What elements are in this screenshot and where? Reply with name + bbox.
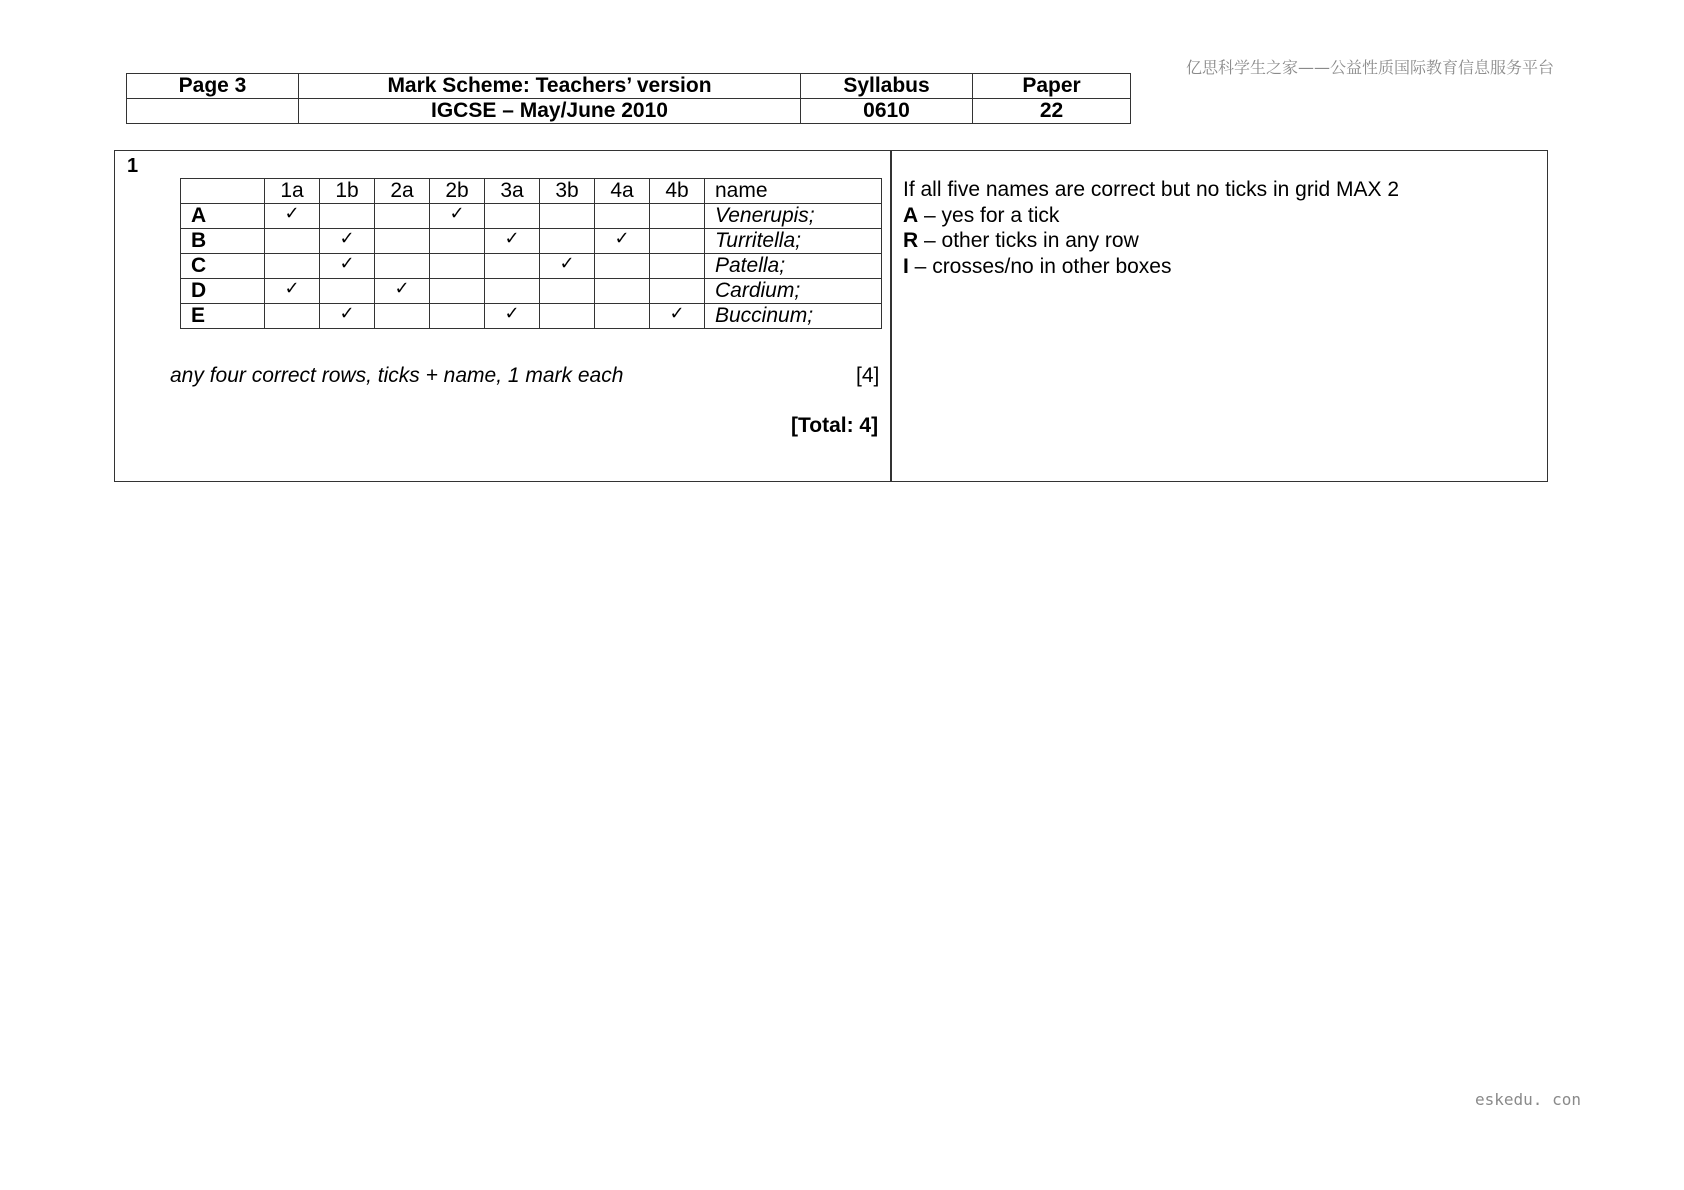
- marks-available: [4]: [856, 364, 880, 387]
- exam-session: IGCSE – May/June 2010: [299, 99, 801, 124]
- species-name: Turritella;: [705, 229, 882, 254]
- empty-cell: [375, 304, 430, 329]
- empty-cell: [320, 204, 375, 229]
- tick-mark: ✓: [430, 204, 485, 229]
- paper-value: 22: [973, 99, 1131, 124]
- marking-guidance: [903, 177, 1399, 279]
- empty-cell: [650, 204, 705, 229]
- tick-mark: ✓: [320, 229, 375, 254]
- guidance-key: A: [903, 203, 919, 227]
- empty-cell: [430, 229, 485, 254]
- empty-cell: [320, 279, 375, 304]
- column-header: 3b: [540, 179, 595, 204]
- empty-cell: [127, 99, 299, 124]
- grid-row: [181, 229, 882, 254]
- empty-cell: [650, 279, 705, 304]
- grid-row: [181, 204, 882, 229]
- tick-mark: ✓: [320, 254, 375, 279]
- tick-mark: ✓: [540, 254, 595, 279]
- empty-cell: [540, 279, 595, 304]
- tick-mark: ✓: [485, 304, 540, 329]
- empty-cell: [540, 304, 595, 329]
- guidance-key: I: [903, 254, 909, 278]
- row-label: B: [181, 229, 265, 254]
- grid-corner-cell: [181, 179, 265, 204]
- tick-mark: ✓: [320, 304, 375, 329]
- empty-cell: [485, 279, 540, 304]
- watermark-bottom-text: eskedu. con: [1475, 1090, 1581, 1109]
- empty-cell: [595, 204, 650, 229]
- tick-mark: ✓: [595, 229, 650, 254]
- empty-cell: [265, 229, 320, 254]
- empty-cell: [650, 254, 705, 279]
- empty-cell: [650, 229, 705, 254]
- syllabus-label: Syllabus: [801, 74, 973, 99]
- empty-cell: [265, 254, 320, 279]
- column-header-name: name: [705, 179, 882, 204]
- empty-cell: [595, 304, 650, 329]
- guidance-line: If all five names are correct but no ticks in grid MAX 2: [903, 178, 1400, 201]
- row-label: D: [181, 279, 265, 304]
- empty-cell: [595, 254, 650, 279]
- tick-mark: ✓: [650, 304, 705, 329]
- empty-cell: [375, 254, 430, 279]
- column-divider: [890, 151, 892, 481]
- grid-header-row: [181, 179, 882, 204]
- tick-mark: ✓: [265, 204, 320, 229]
- row-label: C: [181, 254, 265, 279]
- species-name: Venerupis;: [705, 204, 882, 229]
- column-header: 2a: [375, 179, 430, 204]
- tick-mark: ✓: [485, 229, 540, 254]
- column-header: 4a: [595, 179, 650, 204]
- column-header: 2b: [430, 179, 485, 204]
- marking-instruction: any four correct rows, ticks + name, 1 mark each: [170, 364, 624, 387]
- guidance-item: [903, 203, 1399, 229]
- grid-row: [181, 279, 882, 304]
- species-name: Buccinum;: [705, 304, 882, 329]
- header-table: [126, 73, 1131, 124]
- total-marks: [Total: 4]: [791, 414, 879, 437]
- question-box: [114, 150, 1548, 482]
- species-name: Patella;: [705, 254, 882, 279]
- page-number: Page 3: [127, 74, 299, 99]
- empty-cell: [430, 279, 485, 304]
- grid-row: [181, 304, 882, 329]
- guidance-item: [903, 254, 1399, 280]
- question-number: 1: [127, 155, 139, 177]
- paper-label: Paper: [973, 74, 1131, 99]
- column-header: 4b: [650, 179, 705, 204]
- empty-cell: [375, 229, 430, 254]
- empty-cell: [375, 204, 430, 229]
- guidance-text: – yes for a tick: [918, 203, 1060, 227]
- document-title: Mark Scheme: Teachers’ version: [299, 74, 801, 99]
- empty-cell: [595, 279, 650, 304]
- guidance-item: [903, 228, 1399, 254]
- guidance-text: – other ticks in any row: [918, 229, 1139, 252]
- tick-mark: ✓: [265, 279, 320, 304]
- species-name: Cardium;: [705, 279, 882, 304]
- guidance-key: R: [903, 229, 919, 252]
- answer-grid: [180, 178, 882, 329]
- syllabus-value: 0610: [801, 99, 973, 124]
- empty-cell: [485, 254, 540, 279]
- row-label: E: [181, 304, 265, 329]
- grid-row: [181, 254, 882, 279]
- empty-cell: [540, 204, 595, 229]
- row-label: A: [181, 204, 265, 229]
- empty-cell: [485, 204, 540, 229]
- column-header: 1a: [265, 179, 320, 204]
- column-header: 3a: [485, 179, 540, 204]
- column-header: 1b: [320, 179, 375, 204]
- tick-mark: ✓: [375, 279, 430, 304]
- empty-cell: [540, 229, 595, 254]
- watermark-top-text: 亿思科学生之家——公益性质国际教育信息服务平台: [1186, 58, 1555, 77]
- empty-cell: [265, 304, 320, 329]
- empty-cell: [430, 254, 485, 279]
- empty-cell: [430, 304, 485, 329]
- guidance-text: – crosses/no in other boxes: [908, 254, 1172, 278]
